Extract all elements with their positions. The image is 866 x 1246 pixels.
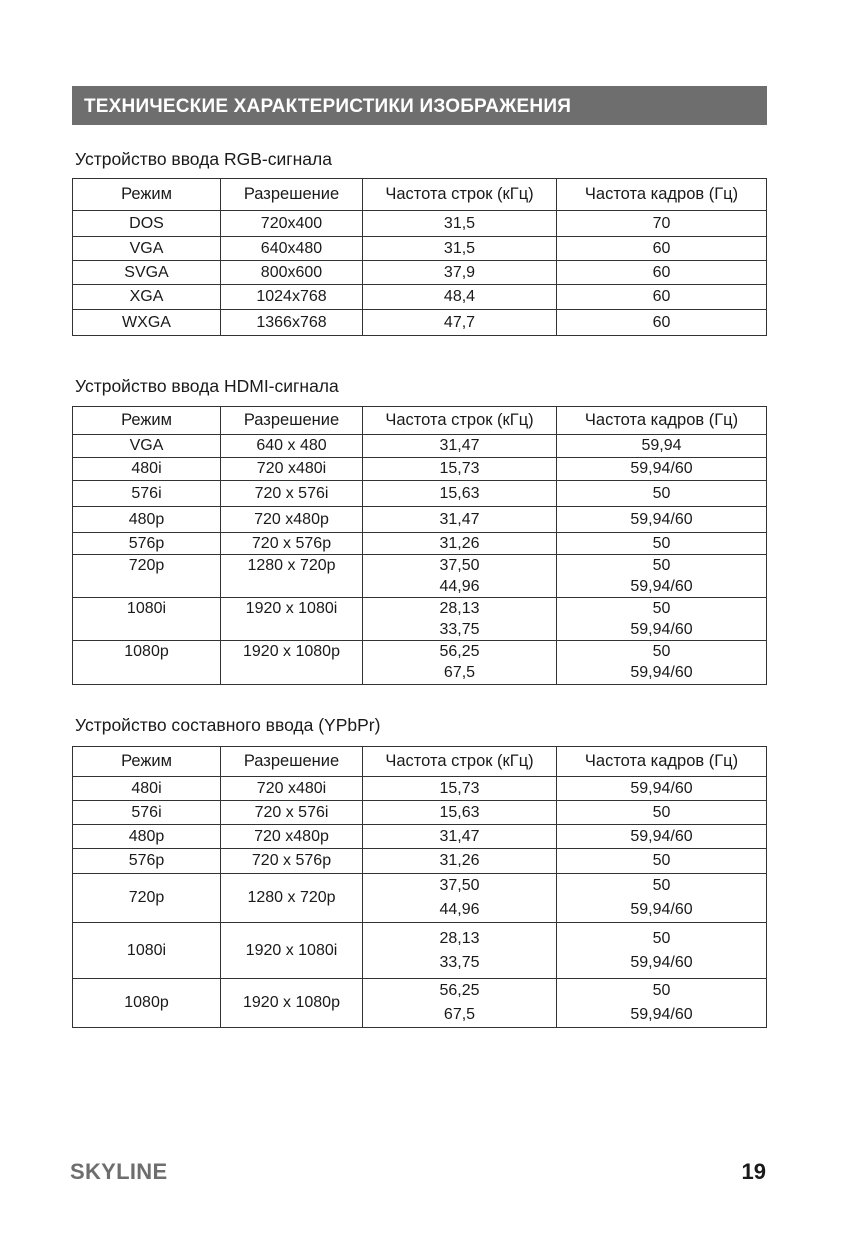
cell-value: 37,50 [439,557,480,574]
frame-rate-cell [557,533,767,555]
line-frequency-cell [363,825,557,849]
section-title: ТЕХНИЧЕСКИЕ ХАРАКТЕРИСТИКИ ИЗОБРАЖЕНИЯ [72,86,767,125]
frame-rate-cell [557,979,767,1028]
frame-rate-cell [557,777,767,801]
line-frequency-cell: 37,9 [363,261,557,285]
resolution-cell: 640x480 [221,237,363,261]
resolution-cell: 720 x480p [221,507,363,533]
line-frequency-cell [363,874,557,923]
cell-value: 50 [652,877,671,894]
frame-rate-cell [557,874,767,923]
resolution-cell: 720 x 576i [221,481,363,507]
cell-value: 50 [652,534,671,552]
frame-rate-cell [557,849,767,874]
cell-value: 59,94/60 [630,901,693,918]
mode-cell: 1080p [73,979,221,1028]
line-frequency-cell [363,849,557,874]
ypbpr-table-title: Устройство составного ввода (YPbPr) [75,715,381,735]
cell-value: 15,63 [439,484,480,502]
rgb-table-title: Устройство ввода RGB-сигнала [75,149,332,169]
frame-rate-cell: 70 [557,211,767,237]
table-header-row [73,747,767,777]
table-header-row [73,407,767,435]
table-row [73,458,767,481]
line-frequency-cell [363,481,557,507]
cell-value: 56,25 [439,643,480,660]
table-row [73,310,767,336]
resolution-cell: 720 x480i [221,458,363,481]
mode-cell: 1080i [73,598,221,641]
frame-rate-cell: 60 [557,237,767,261]
mode-cell: 720p [73,874,221,923]
mode-cell: 480p [73,507,221,533]
mode-cell: 720p [73,555,221,598]
cell-value: 37,50 [439,877,480,894]
column-header-mode: Режим [73,407,221,435]
cell-value: 44,96 [439,901,480,918]
table-row [73,598,767,641]
frame-rate-cell [557,458,767,481]
mode-cell: DOS [73,211,221,237]
resolution-cell: 800x600 [221,261,363,285]
line-frequency-cell [363,458,557,481]
line-frequency-cell [363,598,557,641]
line-frequency-cell [363,555,557,598]
frame-rate-cell [557,923,767,979]
resolution-cell: 1280 x 720p [221,874,363,923]
mode-cell: XGA [73,285,221,310]
frame-rate-cell [557,641,767,685]
cell-value: 50 [652,557,671,574]
line-frequency-cell [363,435,557,458]
table-row [73,923,767,979]
table-row [73,533,767,555]
table-row [73,237,767,261]
table-row [73,777,767,801]
resolution-cell: 1366x768 [221,310,363,336]
resolution-cell: 1280 x 720p [221,555,363,598]
mode-cell: 480i [73,777,221,801]
frame-rate-cell: 60 [557,310,767,336]
cell-value: 59,94 [641,437,682,454]
cell-value: 31,47 [439,827,480,845]
table-row [73,801,767,825]
cell-value: 33,75 [439,621,480,638]
line-frequency-cell [363,533,557,555]
resolution-cell: 1920 x 1080i [221,923,363,979]
cell-value: 50 [652,803,671,821]
cell-value: 15,73 [439,779,480,797]
resolution-cell: 1920 x 1080i [221,598,363,641]
mode-cell: WXGA [73,310,221,336]
frame-rate-cell [557,435,767,458]
table-row [73,825,767,849]
cell-value: 59,94/60 [630,621,693,638]
resolution-cell: 720 x480p [221,825,363,849]
frame-rate-cell [557,481,767,507]
line-frequency-cell: 48,4 [363,285,557,310]
line-frequency-cell [363,979,557,1028]
mode-cell: 1080p [73,641,221,685]
mode-cell: 1080i [73,923,221,979]
table-row [73,979,767,1028]
frame-rate-cell [557,555,767,598]
resolution-cell: 720 x 576i [221,801,363,825]
column-header-frame-rate: Частота кадров (Гц) [557,407,767,435]
resolution-cell: 1024x768 [221,285,363,310]
table-row [73,874,767,923]
line-frequency-cell: 31,5 [363,211,557,237]
cell-value: 67,5 [443,664,476,681]
cell-value: 31,26 [439,534,480,552]
mode-cell: 576p [73,849,221,874]
column-header-line-frequency: Частота строк (кГц) [363,407,557,435]
table-row [73,555,767,598]
mode-cell: 576i [73,481,221,507]
cell-value: 31,47 [439,437,480,454]
column-header-frame-rate: Частота кадров (Гц) [557,747,767,777]
line-frequency-cell: 31,5 [363,237,557,261]
line-frequency-cell [363,923,557,979]
table-row [73,285,767,310]
table-row [73,507,767,533]
line-frequency-cell: 47,7 [363,310,557,336]
frame-rate-cell [557,507,767,533]
line-frequency-cell [363,507,557,533]
mode-cell: 480p [73,825,221,849]
table-row [73,481,767,507]
frame-rate-cell [557,801,767,825]
mode-cell: 576i [73,801,221,825]
cell-value: 67,5 [443,1006,476,1023]
cell-value: 59,94/60 [630,664,693,681]
column-header-mode: Режим [73,747,221,777]
ypbpr-spec-table [72,746,767,1028]
cell-value: 15,73 [439,460,480,477]
cell-value: 15,63 [439,803,480,821]
cell-value: 50 [652,929,671,947]
cell-value: 59,94/60 [630,1006,693,1023]
resolution-cell: 720x400 [221,211,363,237]
table-row [73,211,767,237]
cell-value: 50 [652,484,671,502]
mode-cell: 576p [73,533,221,555]
cell-value: 33,75 [439,953,480,971]
table-row [73,641,767,685]
hdmi-table-title: Устройство ввода HDMI-сигнала [75,376,339,396]
cell-value: 50 [652,982,671,999]
column-header-frame-rate: Частота кадров (Гц) [557,179,767,211]
mode-cell: 480i [73,458,221,481]
rgb-spec-table [72,178,767,336]
cell-value: 59,94/60 [630,779,693,797]
cell-value: 28,13 [439,600,480,617]
column-header-line-frequency: Частота строк (кГц) [363,179,557,211]
frame-rate-cell [557,598,767,641]
cell-value: 59,94/60 [630,578,693,595]
cell-value: 56,25 [439,982,480,999]
line-frequency-cell [363,777,557,801]
table-header-row [73,179,767,211]
cell-value: 50 [652,852,671,869]
resolution-cell: 720 x 576p [221,533,363,555]
brand-logo: SKYLINE [70,1159,168,1184]
resolution-cell: 720 x 576p [221,849,363,874]
mode-cell: VGA [73,237,221,261]
cell-value: 44,96 [439,578,480,595]
cell-value: 31,26 [439,852,480,869]
table-row [73,849,767,874]
cell-value: 31,47 [439,510,480,528]
cell-value: 59,94/60 [630,827,693,845]
table-row [73,435,767,458]
column-header-resolution: Разрешение [221,747,363,777]
resolution-cell: 1920 x 1080p [221,979,363,1028]
table-row [73,261,767,285]
cell-value: 59,94/60 [630,510,693,528]
mode-cell: VGA [73,435,221,458]
cell-value: 28,13 [439,929,480,947]
frame-rate-cell [557,825,767,849]
resolution-cell: 720 x480i [221,777,363,801]
resolution-cell: 1920 x 1080p [221,641,363,685]
column-header-mode: Режим [73,179,221,211]
resolution-cell: 640 x 480 [221,435,363,458]
mode-cell: SVGA [73,261,221,285]
cell-value: 50 [652,643,671,660]
column-header-resolution: Разрешение [221,407,363,435]
line-frequency-cell [363,801,557,825]
line-frequency-cell [363,641,557,685]
cell-value: 59,94/60 [630,460,693,477]
column-header-resolution: Разрешение [221,179,363,211]
column-header-line-frequency: Частота строк (кГц) [363,747,557,777]
cell-value: 59,94/60 [630,953,693,971]
frame-rate-cell: 60 [557,261,767,285]
cell-value: 50 [652,600,671,617]
frame-rate-cell: 60 [557,285,767,310]
page-number: 19 [741,1159,766,1184]
hdmi-spec-table [72,406,767,685]
